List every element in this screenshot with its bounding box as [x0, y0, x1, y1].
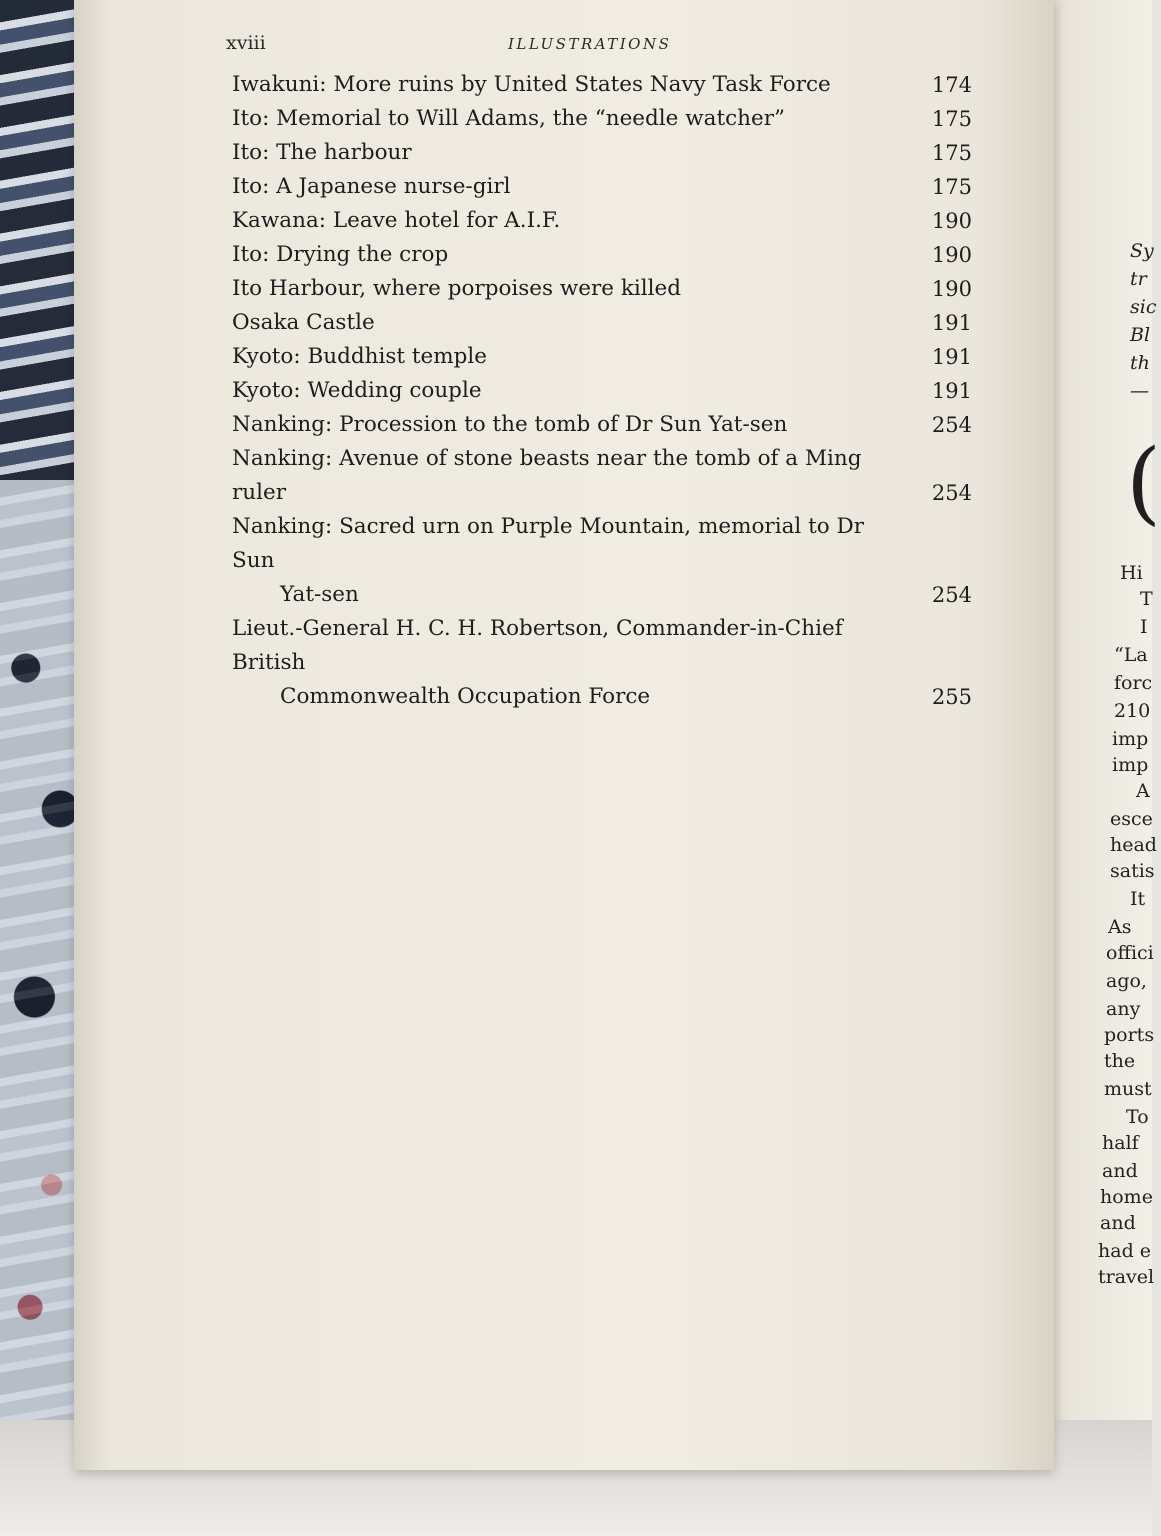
- facing-page-text: “La: [1114, 644, 1148, 666]
- facing-page-text: offici: [1106, 942, 1154, 964]
- illustration-page-number: 175: [931, 141, 972, 165]
- facing-page-text: forc: [1114, 672, 1153, 694]
- illustration-caption: Ito: A Japanese nurse-girl: [232, 174, 511, 199]
- list-item: [232, 136, 972, 170]
- list-item: [232, 374, 972, 408]
- facing-page-text: home: [1100, 1186, 1153, 1208]
- list-item: [232, 68, 972, 102]
- facing-page-text: imp: [1112, 728, 1149, 750]
- list-item: [232, 306, 972, 340]
- illustration-page-number: 190: [931, 277, 972, 301]
- list-item: [232, 272, 972, 306]
- facing-page-text: —: [1130, 380, 1149, 402]
- facing-page-text: and: [1100, 1212, 1136, 1234]
- illustration-caption: Osaka Castle: [232, 310, 375, 335]
- list-item: [232, 612, 972, 714]
- illustration-caption-continuation: Commonwealth Occupation Force: [280, 684, 651, 709]
- illustration-caption: Iwakuni: More ruins by United States Navy Task Force: [232, 72, 831, 97]
- facing-page-text: th: [1130, 352, 1150, 374]
- running-head: ILLUSTRATIONS: [508, 35, 672, 53]
- facing-page-text: A: [1136, 780, 1150, 802]
- illustration-caption: Lieut.-General H. C. H. Robertson, Commander-in-Chief British: [232, 616, 843, 675]
- facing-page-text: tr: [1130, 268, 1147, 290]
- page-number: xviii: [226, 32, 266, 54]
- illustration-page-number: 191: [931, 311, 972, 335]
- illustrations-list: [232, 68, 972, 714]
- illustration-page-number: 191: [931, 379, 972, 403]
- facing-page-text: imp: [1112, 754, 1149, 776]
- facing-page-text: I: [1140, 616, 1148, 638]
- illustration-page-number: 255: [931, 685, 972, 709]
- facing-page-text: had e: [1098, 1240, 1152, 1262]
- illustration-page-number: 254: [931, 583, 972, 607]
- illustration-caption: Nanking: Procession to the tomb of Dr Sun Yat-sen: [232, 412, 788, 437]
- illustration-caption: Kyoto: Wedding couple: [232, 378, 482, 403]
- facing-page: [1040, 0, 1157, 1420]
- facing-page-text: satis: [1110, 860, 1155, 882]
- facing-page-text: sic: [1130, 296, 1157, 318]
- list-item: [232, 204, 972, 238]
- facing-page-text: esce: [1110, 808, 1153, 830]
- list-item: [232, 340, 972, 374]
- illustration-caption: Ito: Drying the crop: [232, 242, 449, 267]
- illustration-caption: Kawana: Leave hotel for A.I.F.: [232, 208, 561, 233]
- illustration-caption-continuation: Yat-sen: [280, 582, 359, 607]
- illustration-page-number: 191: [931, 345, 972, 369]
- illustration-caption: Nanking: Avenue of stone beasts near the tomb of a Ming ruler: [232, 446, 862, 505]
- facing-page-text: 210: [1114, 700, 1151, 722]
- facing-page-text: As: [1108, 916, 1132, 938]
- list-item: [232, 510, 972, 612]
- illustration-page-number: 254: [931, 413, 972, 437]
- page-header: [226, 32, 986, 62]
- facing-page-text: Sy: [1130, 240, 1154, 262]
- facing-page-text: head: [1110, 834, 1157, 856]
- illustration-page-number: 175: [931, 175, 972, 199]
- facing-page-text: Hi: [1120, 562, 1143, 584]
- illustration-page-number: 174: [931, 73, 972, 97]
- facing-page-text: and: [1102, 1160, 1138, 1182]
- facing-page-text: must: [1104, 1078, 1152, 1100]
- list-item: [232, 238, 972, 272]
- facing-page-text: half: [1102, 1132, 1139, 1154]
- illustration-caption: Kyoto: Buddhist temple: [232, 344, 487, 369]
- facing-page-text: any: [1106, 998, 1141, 1020]
- drop-cap-fragment: (: [1126, 430, 1161, 535]
- facing-page-text: To: [1126, 1106, 1149, 1128]
- facing-page-text: ago,: [1106, 970, 1147, 992]
- facing-page-text: ports: [1104, 1024, 1155, 1046]
- illustration-page-number: 190: [931, 243, 972, 267]
- illustration-caption: Nanking: Sacred urn on Purple Mountain, memorial to Dr Sun: [232, 514, 865, 573]
- list-item: [232, 102, 972, 136]
- facing-page-text: Bl: [1130, 324, 1151, 346]
- list-item: [232, 442, 972, 510]
- list-item: [232, 170, 972, 204]
- facing-page-text: T: [1140, 588, 1153, 610]
- illustration-page-number: 254: [931, 481, 972, 505]
- facing-page-text: It: [1130, 888, 1146, 910]
- list-item: [232, 408, 972, 442]
- illustration-page-number: 190: [931, 209, 972, 233]
- illustration-caption: Ito: Memorial to Will Adams, the “needle watcher”: [232, 106, 785, 131]
- illustration-page-number: 175: [931, 107, 972, 131]
- illustration-caption: Ito: The harbour: [232, 140, 412, 165]
- facing-page-text: the: [1104, 1050, 1136, 1072]
- facing-page-text: travel: [1098, 1266, 1155, 1288]
- illustration-caption: Ito Harbour, where porpoises were killed: [232, 276, 682, 301]
